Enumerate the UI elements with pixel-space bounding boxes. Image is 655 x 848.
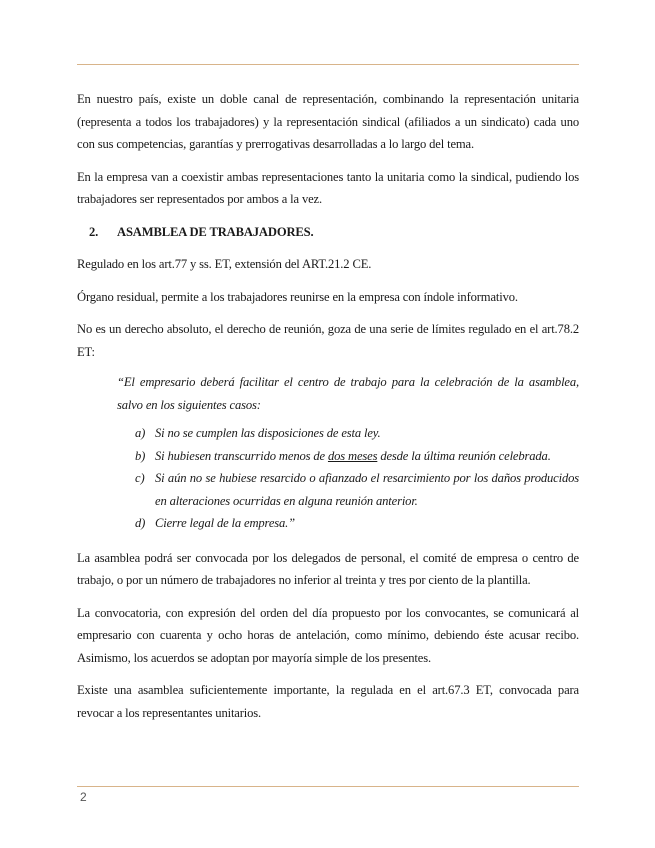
paragraph-revocation: Existe una asamblea suficientemente importante, la regulada en el art.67.3 ET, convocada para revocar a los representantes unitarios. (77, 683, 579, 720)
document-body (77, 88, 579, 724)
paragraph-convocation: La asamblea podrá ser convocada por los delegados de personal, el comité de empresa o centro de trabajo, o por un número de trabajadores no inferior al treinta y tres por ciento de la plantilla. (77, 550, 579, 587)
paragraph-notice: La convocatoria, con expresión del orden del día propuesto por los convocantes, se comunicará al empresario con cuarenta y ocho horas de antelación, como mínimo, debiendo éste acusar recibo. Asimismo, los acuerdos se adoptan por mayoría simple de los presentes. (77, 605, 579, 665)
quote-item-c (135, 467, 579, 512)
paragraph-limits: No es un derecho absoluto, el derecho de reunión, goza de una serie de límites regulado en el art.78.2 ET: (77, 322, 579, 359)
quote-list (117, 422, 579, 535)
section-title: ASAMBLEA DE TRABAJADORES. (117, 224, 314, 239)
list-item-text: Si no se cumplen las disposiciones de esta ley. (155, 426, 381, 440)
footer-rule (77, 786, 579, 787)
paragraph-residual-organ: Órgano residual, permite a los trabajadores reunirse en la empresa con índole informativo. (77, 289, 518, 304)
section-heading (77, 221, 579, 244)
paragraph-regulation: Regulado en los art.77 y ss. ET, extensión del ART.21.2 CE. (77, 257, 372, 271)
list-item-text-pre: Si hubiesen transcurrido menos de (155, 448, 328, 463)
quote-item-a (135, 422, 579, 445)
quote-intro: “El empresario deberá facilitar el centro de trabajo para la celebración de la asamblea, salvo en los siguientes casos: (117, 375, 579, 412)
list-item-text-post: desde la última reunión celebrada. (377, 448, 551, 463)
list-marker: d) (135, 516, 146, 530)
paragraph-coexist: En la empresa van a coexistir ambas representaciones tanto la unitaria como la sindical, pudiendo los trabajadores ser representados por ambos a la vez. (77, 169, 579, 206)
page-number: 2 (80, 790, 87, 804)
underlined-text: dos meses (327, 448, 378, 463)
quote-item-d (135, 512, 579, 535)
paragraph-dual-channel: En nuestro país, existe un doble canal de representación, combinando la representación unitaria (representa a todos los trabajadores) y la representación sindical (afiliados a un sindicato) cada uno con sus competencias, garantías y prerrogativas desarrolladas a lo largo del tema. (77, 92, 579, 151)
list-marker: c) (135, 471, 145, 485)
section-number: 2. (89, 224, 99, 239)
header-rule (77, 64, 579, 65)
list-item-text: Si aún no se hubiese resarcido o afianzado el resarcimiento por los daños producidos en alteraciones ocurridas en alguna reunión anterior. (155, 471, 579, 508)
list-marker: b) (135, 448, 146, 463)
list-item-text: Cierre legal de la empresa.” (155, 516, 296, 530)
quote-item-b (135, 445, 579, 468)
legal-quote (77, 371, 579, 535)
list-marker: a) (135, 426, 146, 440)
